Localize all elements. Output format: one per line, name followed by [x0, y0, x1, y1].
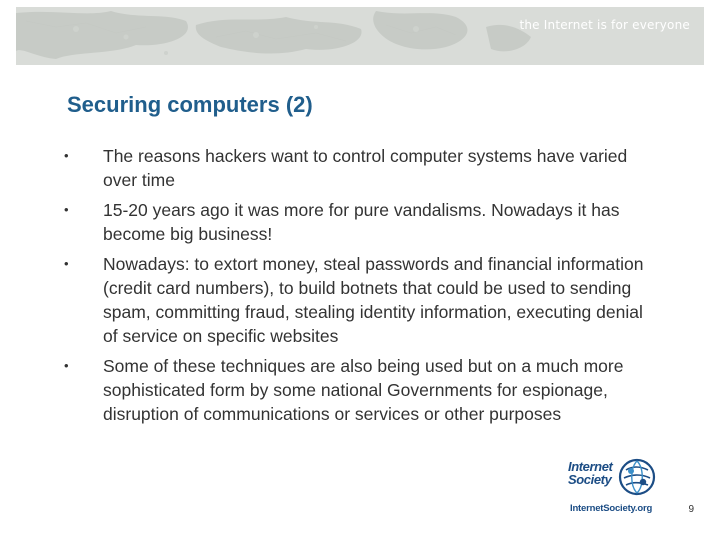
logo-name-line1: Internet [568, 459, 613, 474]
slide-title: Securing computers (2) [67, 92, 313, 117]
bullet-marker: • [64, 358, 69, 373]
header-banner [16, 7, 704, 65]
bullet-item [60, 198, 660, 246]
logo-url: InternetSociety.org [570, 503, 653, 514]
bullet-item [60, 354, 660, 426]
bullet-item [60, 144, 660, 192]
bullet-marker: • [64, 256, 69, 271]
bullet-text: Nowadays: to extort money, steal passwords and financial information (credit card numbers), to build botnets that could be used to sending spam, committing fraud, stealing identity information, executing denial of service on specific websites [103, 254, 644, 346]
bullet-text: The reasons hackers want to control computer systems have varied over time [103, 146, 628, 190]
tagline: the Internet is for everyone [519, 18, 690, 32]
bullet-item [60, 252, 660, 348]
logo-name-line2: Society [568, 472, 612, 487]
globe-icon [618, 458, 656, 496]
internet-society-logo [564, 458, 664, 516]
page-number: 9 [688, 504, 694, 515]
bullet-marker: • [64, 148, 69, 163]
world-map-graphic [16, 7, 704, 65]
logo-wordmark [568, 460, 612, 486]
bullet-text: Some of these techniques are also being used but on a much more sophisticated form by some national Governments for espionage, disruption of communications or services or other purposes [103, 356, 624, 424]
bullet-list [60, 144, 660, 432]
bullet-text: 15-20 years ago it was more for pure vandalisms. Nowadays it has become big business! [103, 200, 620, 244]
bullet-marker: • [64, 202, 69, 217]
